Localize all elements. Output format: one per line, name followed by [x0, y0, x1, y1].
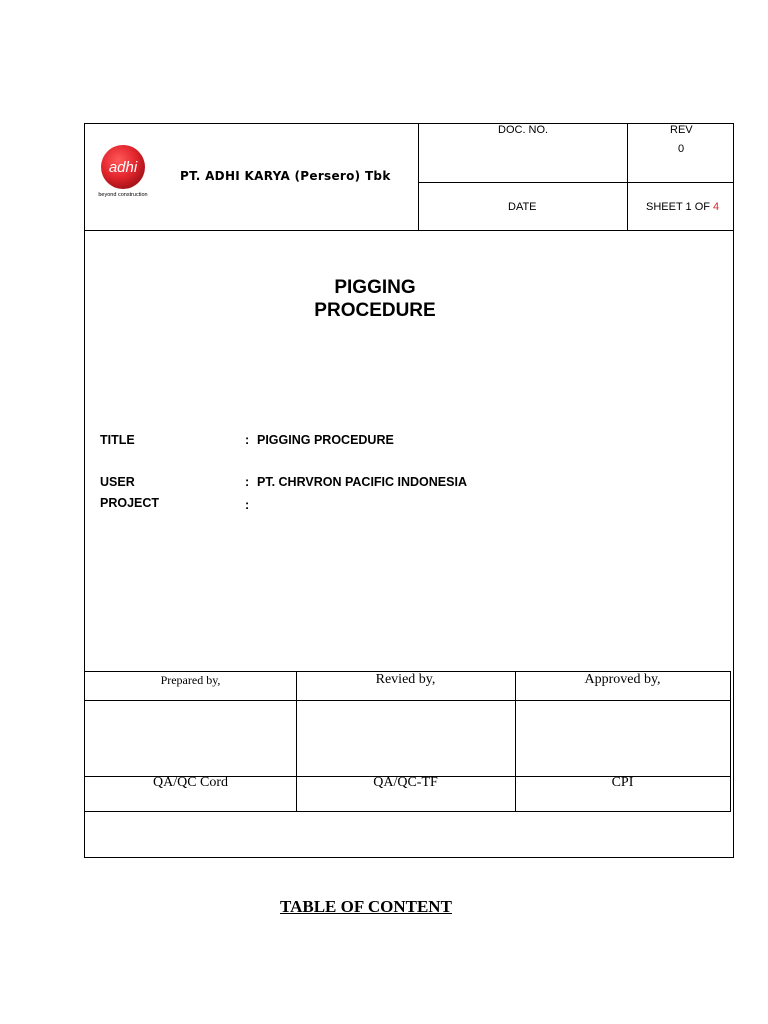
logo-wordmark: adhi: [108, 159, 138, 176]
user-label: USER: [100, 475, 135, 489]
company-name: PT. ADHI KARYA (Persero) Tbk: [180, 169, 391, 183]
header-col-divider-1: [418, 123, 419, 231]
document-title: [275, 276, 475, 322]
approved-by-header: Approved by,: [584, 672, 661, 687]
header-col-divider-2: [627, 123, 628, 231]
user-value: PT. CHRVRON PACIFIC INDONESIA: [257, 475, 467, 489]
sheet-label: SHEET 1 OF: [646, 201, 714, 213]
sheet-indicator: [646, 201, 719, 213]
header-bottom-divider: [85, 230, 734, 231]
doc-no-label: DOC. NO.: [498, 124, 549, 136]
revised-by-header: Revied by,: [375, 672, 436, 687]
toc-heading: TABLE OF CONTENT: [280, 897, 452, 916]
document-frame: [84, 123, 734, 858]
title-value: PIGGING PROCEDURE: [257, 433, 394, 447]
title-label: TITLE: [100, 433, 135, 447]
project-label: PROJECT: [100, 496, 160, 510]
title-separator: :: [245, 433, 250, 447]
header-row-divider: [418, 182, 734, 183]
project-separator: :: [245, 498, 250, 512]
prepared-role: QA/QC Cord: [152, 775, 229, 790]
document-title-line2: PROCEDURE: [314, 300, 436, 321]
document-title-line1: PIGGING: [334, 277, 416, 298]
rev-value: 0: [678, 143, 685, 155]
sig-table-row1: [85, 700, 731, 701]
revised-role: QA/QC-TF: [373, 775, 438, 790]
prepared-by-header: Prepared by,: [160, 673, 221, 687]
user-separator: :: [245, 475, 250, 489]
rev-label: REV: [670, 124, 693, 136]
date-label: DATE: [508, 201, 537, 213]
sig-table-right: [730, 671, 731, 812]
approved-role: CPI: [611, 775, 634, 790]
sig-table-bottom: [85, 811, 731, 812]
company-logo: [97, 143, 153, 199]
sheet-total: 4: [713, 201, 720, 213]
logo-tagline: beyond construction: [98, 192, 148, 198]
